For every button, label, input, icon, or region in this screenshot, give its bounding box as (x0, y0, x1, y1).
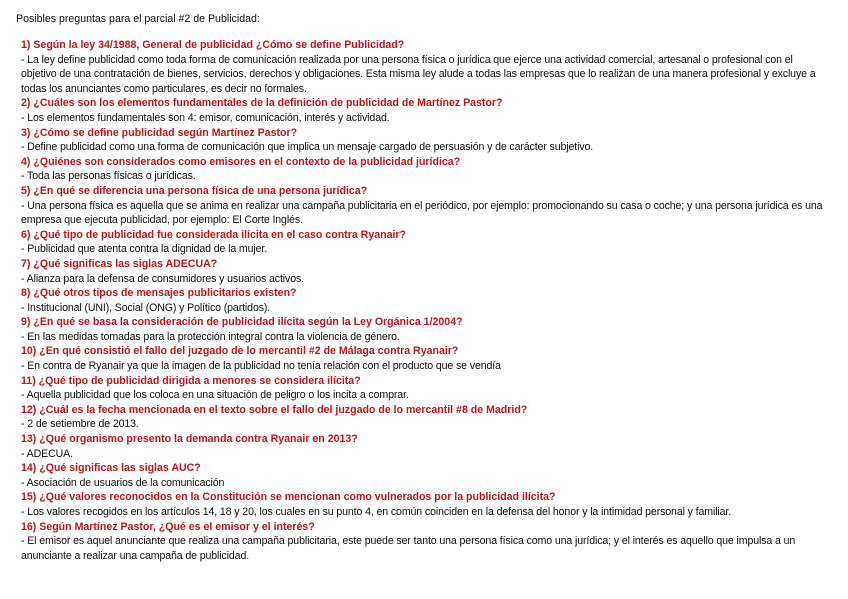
question-text: 5) ¿En qué se diferencia una persona física de una persona jurídica? (21, 184, 368, 197)
question-text: 1) Según la ley 34/1988, General de publicidad ¿Cómo se define Publicidad? (21, 39, 405, 51)
answer-text: - Los valores recogidos en los artículos 14, 18 y 20, los cuales en su punto 4, en común coinciden en la defensa del honor y la intimidad personal y familiar. (21, 506, 732, 518)
answer-text: - ADECUA. (21, 447, 73, 460)
question-text: 6) ¿Qué tipo de publicidad fue considerada ilícita en el caso contra Ryanair? (21, 228, 406, 241)
answer-text: - El emisor es aquel anunciante que realiza una campaña publicitaria, este puede ser tanto una persona física como una jurídica; y el interés es aquello que impulsa a un anunciante a realizar una campaña de publicidad. (21, 535, 796, 562)
question-answer-list (16, 38, 830, 563)
qa-item-16 (16, 520, 830, 564)
question-text: 15) ¿Qué valores reconocidos en la Constitución se mencionan como vulnerados por la publicidad ilícita? (21, 491, 556, 504)
qa-item-11 (16, 374, 830, 403)
answer-text: - Alianza para la defensa de consumidores y usuarios activos. (21, 272, 304, 285)
answer-text: - Asociación de usuarios de la comunicación (21, 476, 225, 489)
question-text: 14) ¿Qué significas las siglas AUC? (21, 462, 201, 475)
answer-text: - Los elementos fundamentales son 4: emisor, comunicación, interés y actividad. (21, 111, 390, 124)
question-text: 8) ¿Qué otros tipos de mensajes publicitarios existen? (21, 287, 297, 300)
qa-item-8 (16, 286, 830, 315)
qa-item-12 (16, 403, 830, 432)
qa-item-2 (16, 96, 830, 125)
answer-text: - 2 de setiembre de 2013. (21, 418, 139, 431)
qa-item-3 (16, 126, 830, 155)
qa-item-5 (16, 184, 830, 228)
question-text: 12) ¿Cuál es la fecha mencionada en el texto sobre el fallo del juzgado de lo mercantil #8 de Madrid? (21, 403, 528, 416)
question-text: 16) Según Martínez Pastor, ¿Qué es el emisor y el interés? (21, 520, 315, 533)
question-text: 2) ¿Cuáles son los elementos fundamentales de la definición de publicidad de Martínez Pastor? (21, 97, 503, 110)
qa-item-1 (16, 38, 830, 96)
answer-text: - Una persona física es aquella que se anima en realizar una campaña publicitaria en el periódico, por ejemplo: promocionando su casa o coche; y una persona jurídica es una empresa que ejecuta publicidad, por ejemplo: El Corte Inglés. (21, 199, 823, 227)
qa-item-7 (16, 257, 830, 286)
qa-item-14 (16, 461, 830, 490)
qa-item-15 (16, 490, 830, 519)
question-text: 4) ¿Quiénes son considerados como emisores en el contexto de la publicidad jurídica? (21, 155, 461, 168)
qa-item-9 (16, 315, 830, 344)
question-text: 3) ¿Cómo se define publicidad según Martínez Pastor? (21, 126, 298, 139)
question-text: 9) ¿En qué se basa la consideración de publicidad ilícita según la Ley Orgánica 1/2004? (21, 316, 463, 329)
question-text: 13) ¿Qué organismo presento la demanda contra Ryanair en 2013? (21, 433, 358, 446)
qa-item-13 (16, 432, 830, 461)
answer-text: - Aquella publicidad que los coloca en una situación de peligro o los incita a comprar. (21, 389, 409, 402)
qa-item-4 (16, 155, 830, 184)
answer-text: - Publicidad que atenta contra la dignidad de la mujer. (21, 243, 268, 256)
question-text: 7) ¿Qué significas las siglas ADECUA? (21, 257, 218, 270)
qa-item-10 (16, 344, 830, 373)
answer-text: - Toda las personas físicas o jurídicas. (21, 170, 196, 183)
answer-text: - En contra de Ryanair ya que la imagen de la publicidad no tenía relación con el producto que se vendía (21, 360, 501, 373)
answer-text: - En las medidas tomadas para la protección integral contra la violencia de género. (21, 330, 400, 343)
answer-text: - Define publicidad como una forma de comunicación que implica un mensaje cargado de persuasión y de carácter subjetivo. (21, 141, 594, 154)
answer-text: - Institucional (UNI), Social (ONG) y Político (partidos). (21, 301, 271, 314)
document-title: Posibles preguntas para el parcial #2 de Publicidad: (16, 13, 260, 25)
question-text: 11) ¿Qué tipo de publicidad dirigida a menores se considera ilícita? (21, 374, 361, 387)
answer-text: - La ley define publicidad como toda forma de comunicación realizada por una persona física o jurídica que ejerce una actividad comercial, artesanal o profesional con el objetivo de una contratación de bienes, servicios, derechos y obligaciones. Esta misma ley alude a todas las empresas que lo realizan de una manera profesional y excluye a todas los anunciantes como particulares, es decir no formales. (21, 53, 816, 95)
question-text: 10) ¿En qué consistió el fallo del juzgado de lo mercantil #2 de Málaga contra Ryanair? (21, 345, 459, 358)
qa-item-6 (16, 228, 830, 257)
